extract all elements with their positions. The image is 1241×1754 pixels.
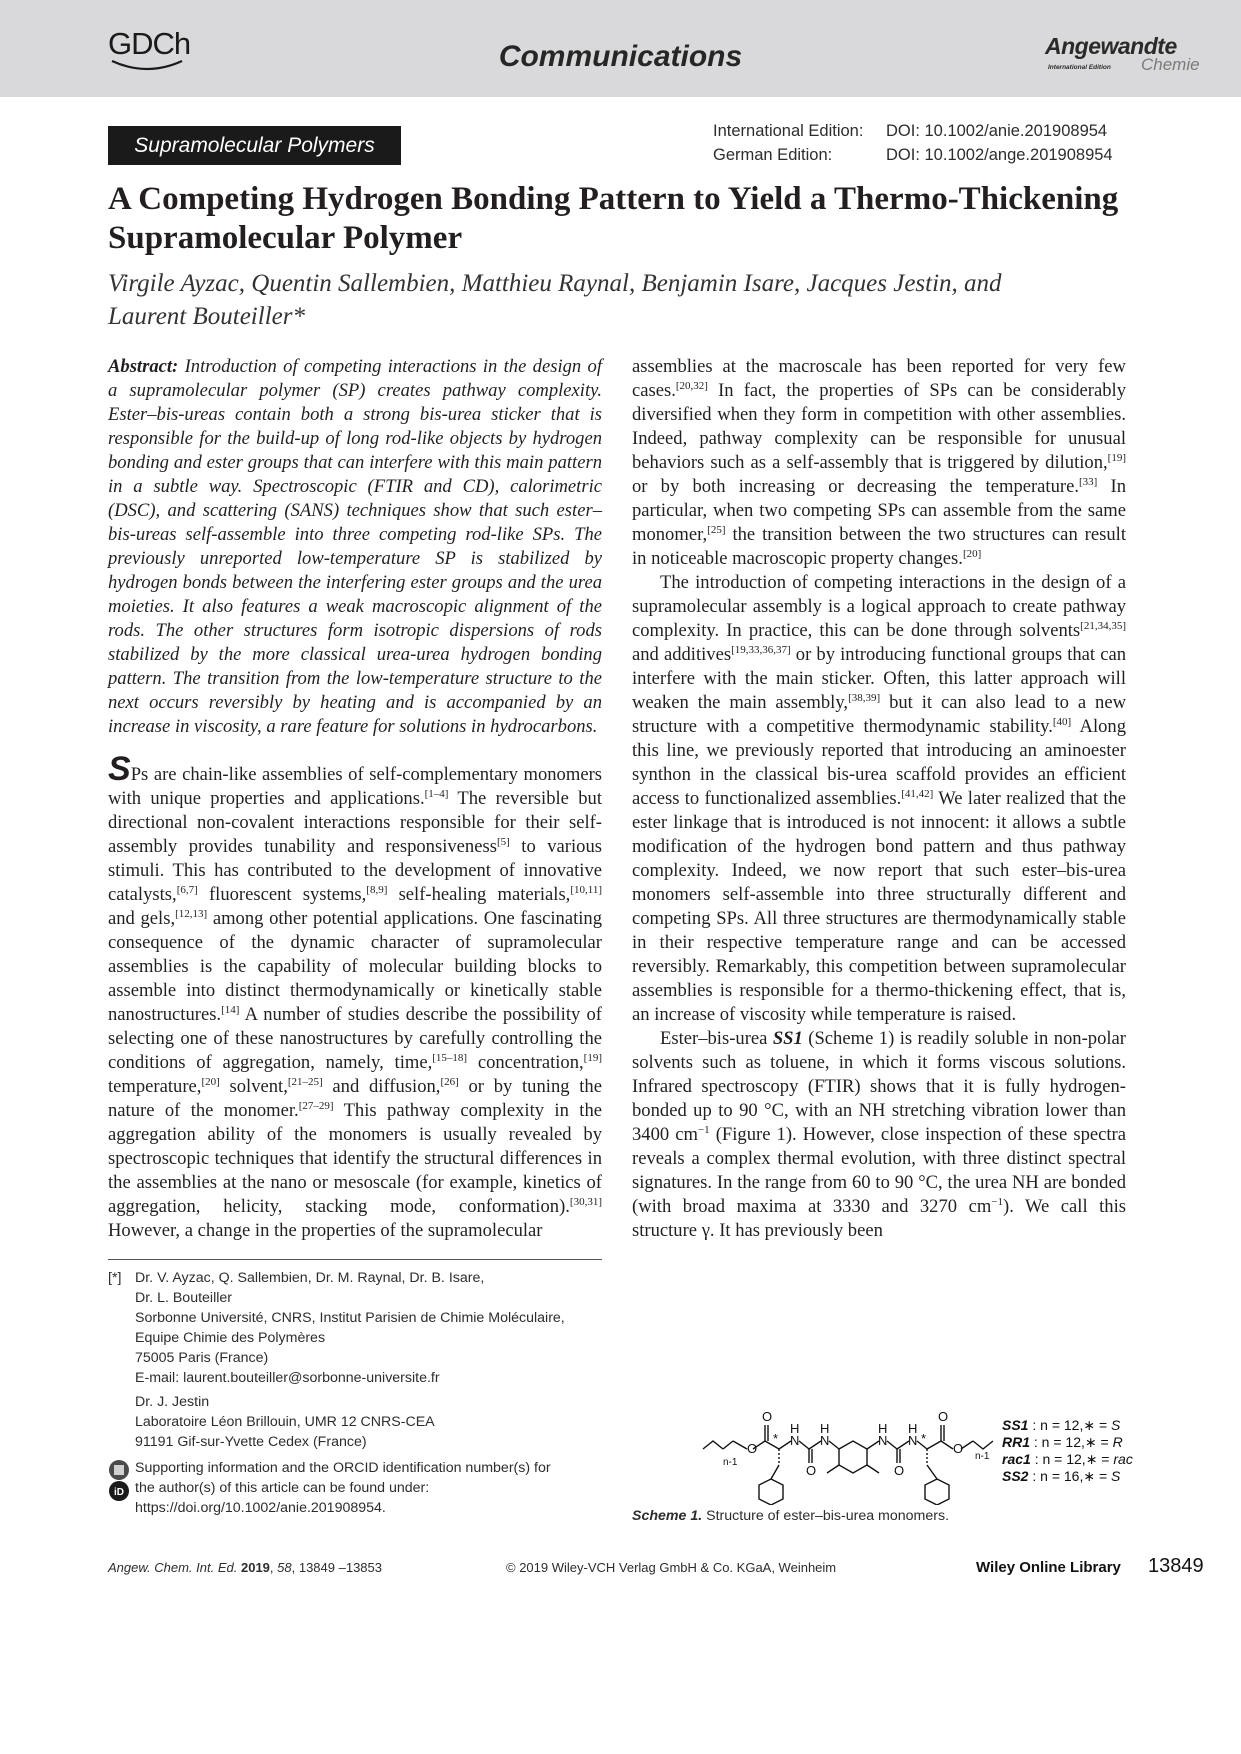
citation-superscript: [27–29] <box>298 1100 334 1112</box>
scheme-legend-entry <box>1002 1417 1133 1434</box>
abstract-text: Introduction of competing interactions in the design of a supramolecular polymer (SP) creates pathway complexity. Ester–bis-ureas contain both a strong bis-urea sticker that is responsible for the build-up of long rod-like objects by hydrogen bonding and ester groups that can interfere with this main pattern in a subtle way. Spectroscopic (FTIR and CD), calorimetric (DSC), and scattering (SANS) techniques show that such ester–bis-ureas self-assemble into three competing rod-like SPs. The previously unreported low-temperature SP is stabilized by hydrogen bonds between the interfering ester groups and the urea moieties. It also features a weak macroscopic alignment of the rods. The other structures form isotropic dispersions of rods stabilized by the more classical urea-urea hydrogen bonding pattern. The transition from the low-temperature structure to the next occurs reversibly by heating and is accompanied by an increase in viscosity, a rare feature for solutions in hydrocarbons. <box>108 356 602 737</box>
page-number: 13849 <box>1148 1555 1204 1577</box>
scheme-legend-eq: = <box>1096 1434 1113 1450</box>
scheme-legend-eq: = <box>1095 1417 1112 1433</box>
right-column <box>632 355 1126 1243</box>
body-paragraph-1-continued <box>632 355 1126 571</box>
angewandte-logo <box>1045 33 1205 77</box>
body-text-run: Along this line, we previously reported that introducing an aminoester synthon in the classical bis-urea scaffold provides an efficient access to functionalized assemblies. <box>632 716 1126 809</box>
body-text-run: or by introducing functional groups that can interfere with the main sticker. Often, this latter approach will weaken the main assembly, <box>632 644 1127 713</box>
body-text-run: We later realized that the ester linkage that is introduced is not innocent: it allows a subtle modification of the hydrogen bond pattern and thus pathway complexity. Indeed, we now report that such ester–bis-urea monomers self-assemble into three structurally different and competing SPs. All three structures are thermodynamically stable in their respective temperature range and can be accessed reversibly. Remarkably, this competition between supramolecular assemblies is responsible for a thermo-thickening effect, that is, an increase of viscosity while temperature is raised. <box>632 788 1126 1025</box>
citation-superscript: [10,11] <box>570 884 602 896</box>
scheme-legend-star: ∗ <box>1083 1417 1096 1433</box>
citation-superscript: [40] <box>1052 716 1072 728</box>
doi-international <box>713 119 1123 143</box>
header-banner <box>0 0 1241 97</box>
drop-cap: S <box>108 750 131 788</box>
citation-superscript: [19] <box>583 1052 602 1064</box>
body-text-run: but it can also lead to a new structure with a competitive thermodynamic stability. <box>632 692 1126 737</box>
citation-superscript: [12,13] <box>175 908 208 920</box>
supporting-info-text <box>135 1458 608 1518</box>
scheme-atom-n-4: N <box>908 1433 918 1448</box>
author-line-2: Laurent Bouteiller* <box>108 303 305 330</box>
body-text-run: In particular, when two competing SPs can assemble from the same monomer, <box>632 476 1127 545</box>
scheme-legend-entry <box>1002 1434 1133 1451</box>
body-paragraph-1-text <box>108 764 602 1241</box>
citation-superscript: [21,34,35] <box>1080 620 1126 632</box>
body-text-run: assemblies at the macroscale has been reported for very few cases. <box>632 356 1126 401</box>
citation-superscript: [20,32] <box>675 380 708 392</box>
citation-superscript: [33] <box>1079 476 1098 488</box>
footnote-rule <box>108 1259 602 1260</box>
footnote-line: Dr. L. Bouteiller <box>135 1290 232 1306</box>
scheme-legend-eq: = <box>1095 1468 1112 1484</box>
citation-superscript: [6,7] <box>176 884 198 896</box>
body-paragraph-3 <box>632 1027 1126 1243</box>
scheme-legend-val: R <box>1112 1434 1123 1450</box>
body-text-run: concentration, <box>467 1052 584 1073</box>
scheme-legend-entry <box>1002 1468 1133 1485</box>
citation-superscript: [19] <box>1107 452 1126 464</box>
footnote-line: 75005 Paris (France) <box>135 1350 269 1366</box>
body-text-run: and additives <box>632 644 732 665</box>
body-text-run: In fact, the properties of SPs can be considerably diversified when they form in competition with other assemblies. Indeed, pathway complexity can be responsible for unusual behaviors such as a self-assembly that is triggered by dilution, <box>632 380 1126 473</box>
author-list <box>108 267 1128 333</box>
scheme-n1-right: n-1 <box>975 1451 990 1462</box>
citation-superscript: [21–25] <box>287 1076 323 1088</box>
scheme-legend-val: S <box>1111 1468 1121 1484</box>
footnote-line: Equipe Chimie des Polymères <box>135 1330 326 1346</box>
body-text-run: A number of studies describe the possibility of selecting one of these nanostructures by carefully controlling the conditions of aggregation, namely, time, <box>108 1004 602 1073</box>
scheme-atom-n-2: N <box>820 1433 830 1448</box>
citation-superscript: [38,39] <box>848 692 881 704</box>
scheme-legend-star: ∗ <box>1085 1451 1098 1467</box>
scheme-n1-left: n-1 <box>723 1457 738 1468</box>
doi-german <box>713 143 1123 167</box>
supporting-info-orcid-icon <box>108 1459 130 1501</box>
body-text-run: (Figure 1). However, close inspection of these spectra reveals a complex thermal evolution, with three distinct spectral signatures. In the range from 60 to 90 °C, the urea NH are bonded (with broad maxima at 3330 and 3270 cm <box>632 1124 1126 1217</box>
footer-volume: 58 <box>277 1560 292 1575</box>
scheme-atom-o-right: O <box>953 1441 964 1456</box>
body-text-run: among other potential applications. One fascinating consequence of the dynamic character of supramolecular assemblies is the capability of molecular building blocks to assemble into distinct thermodynamically or kinetically stable nanostructures. <box>108 908 602 1025</box>
citation-superscript: −1 <box>991 1196 1003 1208</box>
doi-block <box>713 119 1123 167</box>
body-text-run: and gels, <box>108 908 176 929</box>
footnote-line: https://doi.org/10.1002/anie.201908954. <box>135 1500 386 1516</box>
scheme-legend-rest: : n = 16, <box>1028 1468 1084 1484</box>
article-title: A Competing Hydrogen Bonding Pattern to Yield a Thermo-Thickening Supramolecular Polymer <box>108 181 1119 256</box>
citation-superscript: [20] <box>962 548 982 560</box>
body-paragraph-2 <box>632 571 1126 1027</box>
body-text-run: temperature, <box>108 1076 202 1097</box>
scheme-legend-star: ∗ <box>1083 1468 1096 1484</box>
doi-international-value[interactable]: DOI: 10.1002/anie.201908954 <box>886 122 1108 140</box>
article-category-badge: Supramolecular Polymers <box>108 126 401 165</box>
scheme-legend-rest: : n = 12, <box>1030 1434 1085 1450</box>
scheme-atom-o-left: O <box>747 1441 758 1456</box>
doi-international-label: International Edition: <box>713 122 864 140</box>
scheme-legend-eq: = <box>1097 1451 1114 1467</box>
body-text-run: However, a change in the properties of the supramolecular <box>108 1220 543 1241</box>
footer-copyright: © 2019 Wiley-VCH Verlag GmbH & Co. KGaA, Weinheim <box>506 1560 837 1575</box>
scheme-legend-val: rac <box>1113 1451 1133 1467</box>
scheme-legend-name: rac1 <box>1002 1451 1031 1467</box>
footnote-line: Sorbonne Université, CNRS, Institut Parisien de Chimie Moléculaire, <box>135 1310 565 1326</box>
scheme-legend-star: ∗ <box>1084 1434 1097 1450</box>
citation-superscript: −1 <box>697 1124 710 1136</box>
footer-citation: Angew. Chem. Int. Ed. 2019, 58, 13849 –13853 <box>108 1560 382 1575</box>
body-text-run: This pathway complexity in the aggregation ability of the monomers is usually revealed by spectroscopic techniques that identify the structural differences in the assemblies at the nano or mesoscale (for example, kinetics of aggregation, helicity, stacking mode, conformation). <box>108 1100 602 1217</box>
scheme-caption-label: Scheme 1. <box>632 1508 703 1524</box>
body-text-run: Ps are chain-like assemblies of self-complementary monomers with unique properties and applications. <box>108 764 602 809</box>
footnote-line: 91191 Gif-sur-Yvette Cedex (France) <box>135 1434 367 1450</box>
angewandte-logo-edition: International Edition <box>1048 64 1111 71</box>
footnote-affiliation-1 <box>108 1268 608 1388</box>
scheme-legend-rest: : n = 12, <box>1030 1451 1086 1467</box>
scheme-atom-o-carbonyl-right: O <box>938 1409 949 1424</box>
footer-year: 2019 <box>240 1560 270 1575</box>
body-text-run: ). We call this structure γ. It has previously been <box>632 1196 1126 1241</box>
citation-superscript: [15–18] <box>432 1052 468 1064</box>
scheme-star-right: * <box>921 1431 927 1446</box>
svg-text:iD: iD <box>114 1487 124 1498</box>
citation-superscript: [30,31] <box>569 1196 602 1208</box>
footnote-line: Dr. J. Jestin <box>135 1394 210 1410</box>
body-text-run: and diffusion, <box>322 1076 441 1097</box>
compound-label: SS1 <box>772 1028 803 1049</box>
footnote-affiliation-2 <box>108 1392 608 1452</box>
citation-superscript: [8,9] <box>366 884 388 896</box>
abstract-paragraph <box>108 355 602 739</box>
scheme-atom-h-1: H <box>790 1421 800 1436</box>
body-text-run: the transition between the two structures can result in noticeable macroscopic property changes. <box>632 524 1126 569</box>
body-text-run: Ester–bis-urea <box>660 1028 773 1049</box>
body-text-run: fluorescent systems, <box>197 884 367 905</box>
author-line-1: Virgile Ayzac, Quentin Sallembien, Matthieu Raynal, Benjamin Isare, Jacques Jestin, and <box>108 270 1002 297</box>
citation-superscript: [1–4] <box>424 788 449 800</box>
angewandte-logo-chemie: Chemie <box>1141 55 1200 74</box>
scheme-atom-o-urea-left: O <box>806 1463 817 1478</box>
body-paragraph-1 <box>108 750 602 1243</box>
scheme-atom-n-3: N <box>878 1433 888 1448</box>
scheme-caption-text: Structure of ester–bis-urea monomers. <box>706 1508 950 1524</box>
citation-superscript: [19,33,36,37] <box>731 644 791 656</box>
scheme-atom-h-4: H <box>908 1421 918 1436</box>
scheme-legend-name: SS2 <box>1002 1468 1029 1484</box>
scheme-legend <box>1002 1417 1133 1485</box>
doi-german-value[interactable]: DOI: 10.1002/ange.201908954 <box>886 146 1113 164</box>
scheme-caption <box>632 1508 949 1524</box>
angewandte-logo-name: Angewandte <box>1045 33 1177 59</box>
scheme-legend-name: RR1 <box>1002 1434 1031 1450</box>
body-text-run: or by both increasing or decreasing the temperature. <box>632 476 1079 497</box>
scheme-legend-rest: : n = 12, <box>1028 1417 1084 1433</box>
citation-superscript: [14] <box>221 1004 240 1016</box>
citation-superscript: [26] <box>440 1076 459 1088</box>
supporting-information-note <box>108 1458 608 1518</box>
citation-superscript: [25] <box>707 524 726 536</box>
scheme-atom-o-urea-right: O <box>894 1463 905 1478</box>
section-heading: Communications <box>498 40 743 73</box>
left-column <box>108 355 602 1243</box>
footnote-line: Dr. V. Ayzac, Q. Sallembien, Dr. M. Raynal, Dr. B. Isare, <box>135 1270 485 1286</box>
body-text-run: The reversible but directional non-covalent interactions responsible for their self-assembly provides tunability and responsiveness <box>108 788 602 857</box>
body-text-run: (Scheme 1) is readily soluble in non-polar solvents such as toluene, in which it forms viscous solutions. Infrared spectroscopy (FTIR) shows that it is fully hydrogen-bonded up to 90 °C, with an NH stretching vibration lower than 3400 cm <box>632 1028 1126 1145</box>
footer-pages: 13849 –13853 <box>298 1560 382 1575</box>
author-affiliation-footnote <box>108 1268 608 1518</box>
body-text-run: self-healing materials, <box>387 884 571 905</box>
footnote-line: the author(s) of this article can be found under: <box>135 1480 430 1496</box>
footnote-line: E-mail: laurent.bouteiller@sorbonne-universite.fr <box>135 1370 440 1386</box>
footnote-mark: [*] <box>108 1270 122 1286</box>
scheme-star-left: * <box>773 1431 779 1446</box>
body-text-run: solvent, <box>219 1076 288 1097</box>
page-footer <box>108 1555 1204 1580</box>
footnote-line: Laboratoire Léon Brillouin, UMR 12 CNRS-CEA <box>135 1414 435 1430</box>
footnote-line: Supporting information and the ORCID identification number(s) for <box>135 1460 551 1476</box>
doi-german-label: German Edition: <box>713 146 833 164</box>
scheme-legend-entry <box>1002 1451 1133 1468</box>
citation-superscript: [41,42] <box>901 788 934 800</box>
scheme-atom-o-carbonyl-left: O <box>762 1409 773 1424</box>
body-text-run: or by tuning the nature of the monomer. <box>108 1076 602 1121</box>
body-text-run: The introduction of competing interactions in the design of a supramolecular assembly is a logical approach to create pathway complexity. In practice, this can be done through solvents <box>632 572 1126 641</box>
scheme-legend-val: S <box>1111 1417 1121 1433</box>
abstract-label: Abstract: <box>108 356 179 377</box>
scheme-atom-n-1: N <box>790 1433 800 1448</box>
scheme-legend-name: SS1 <box>1002 1417 1029 1433</box>
citation-superscript: [20] <box>201 1076 220 1088</box>
gdch-logo-text: GDCh <box>108 26 191 61</box>
footer-journal-name: Angew. Chem. Int. Ed. <box>108 1560 238 1575</box>
wiley-online-library-link[interactable]: Wiley Online Library <box>976 1559 1121 1576</box>
citation-superscript: [5] <box>496 836 510 848</box>
body-text-run: to various stimuli. This has contributed to the development of innovative catalysts, <box>108 836 602 905</box>
scheme-atom-h-3: H <box>878 1421 888 1436</box>
scheme-atom-h-2: H <box>820 1421 830 1436</box>
